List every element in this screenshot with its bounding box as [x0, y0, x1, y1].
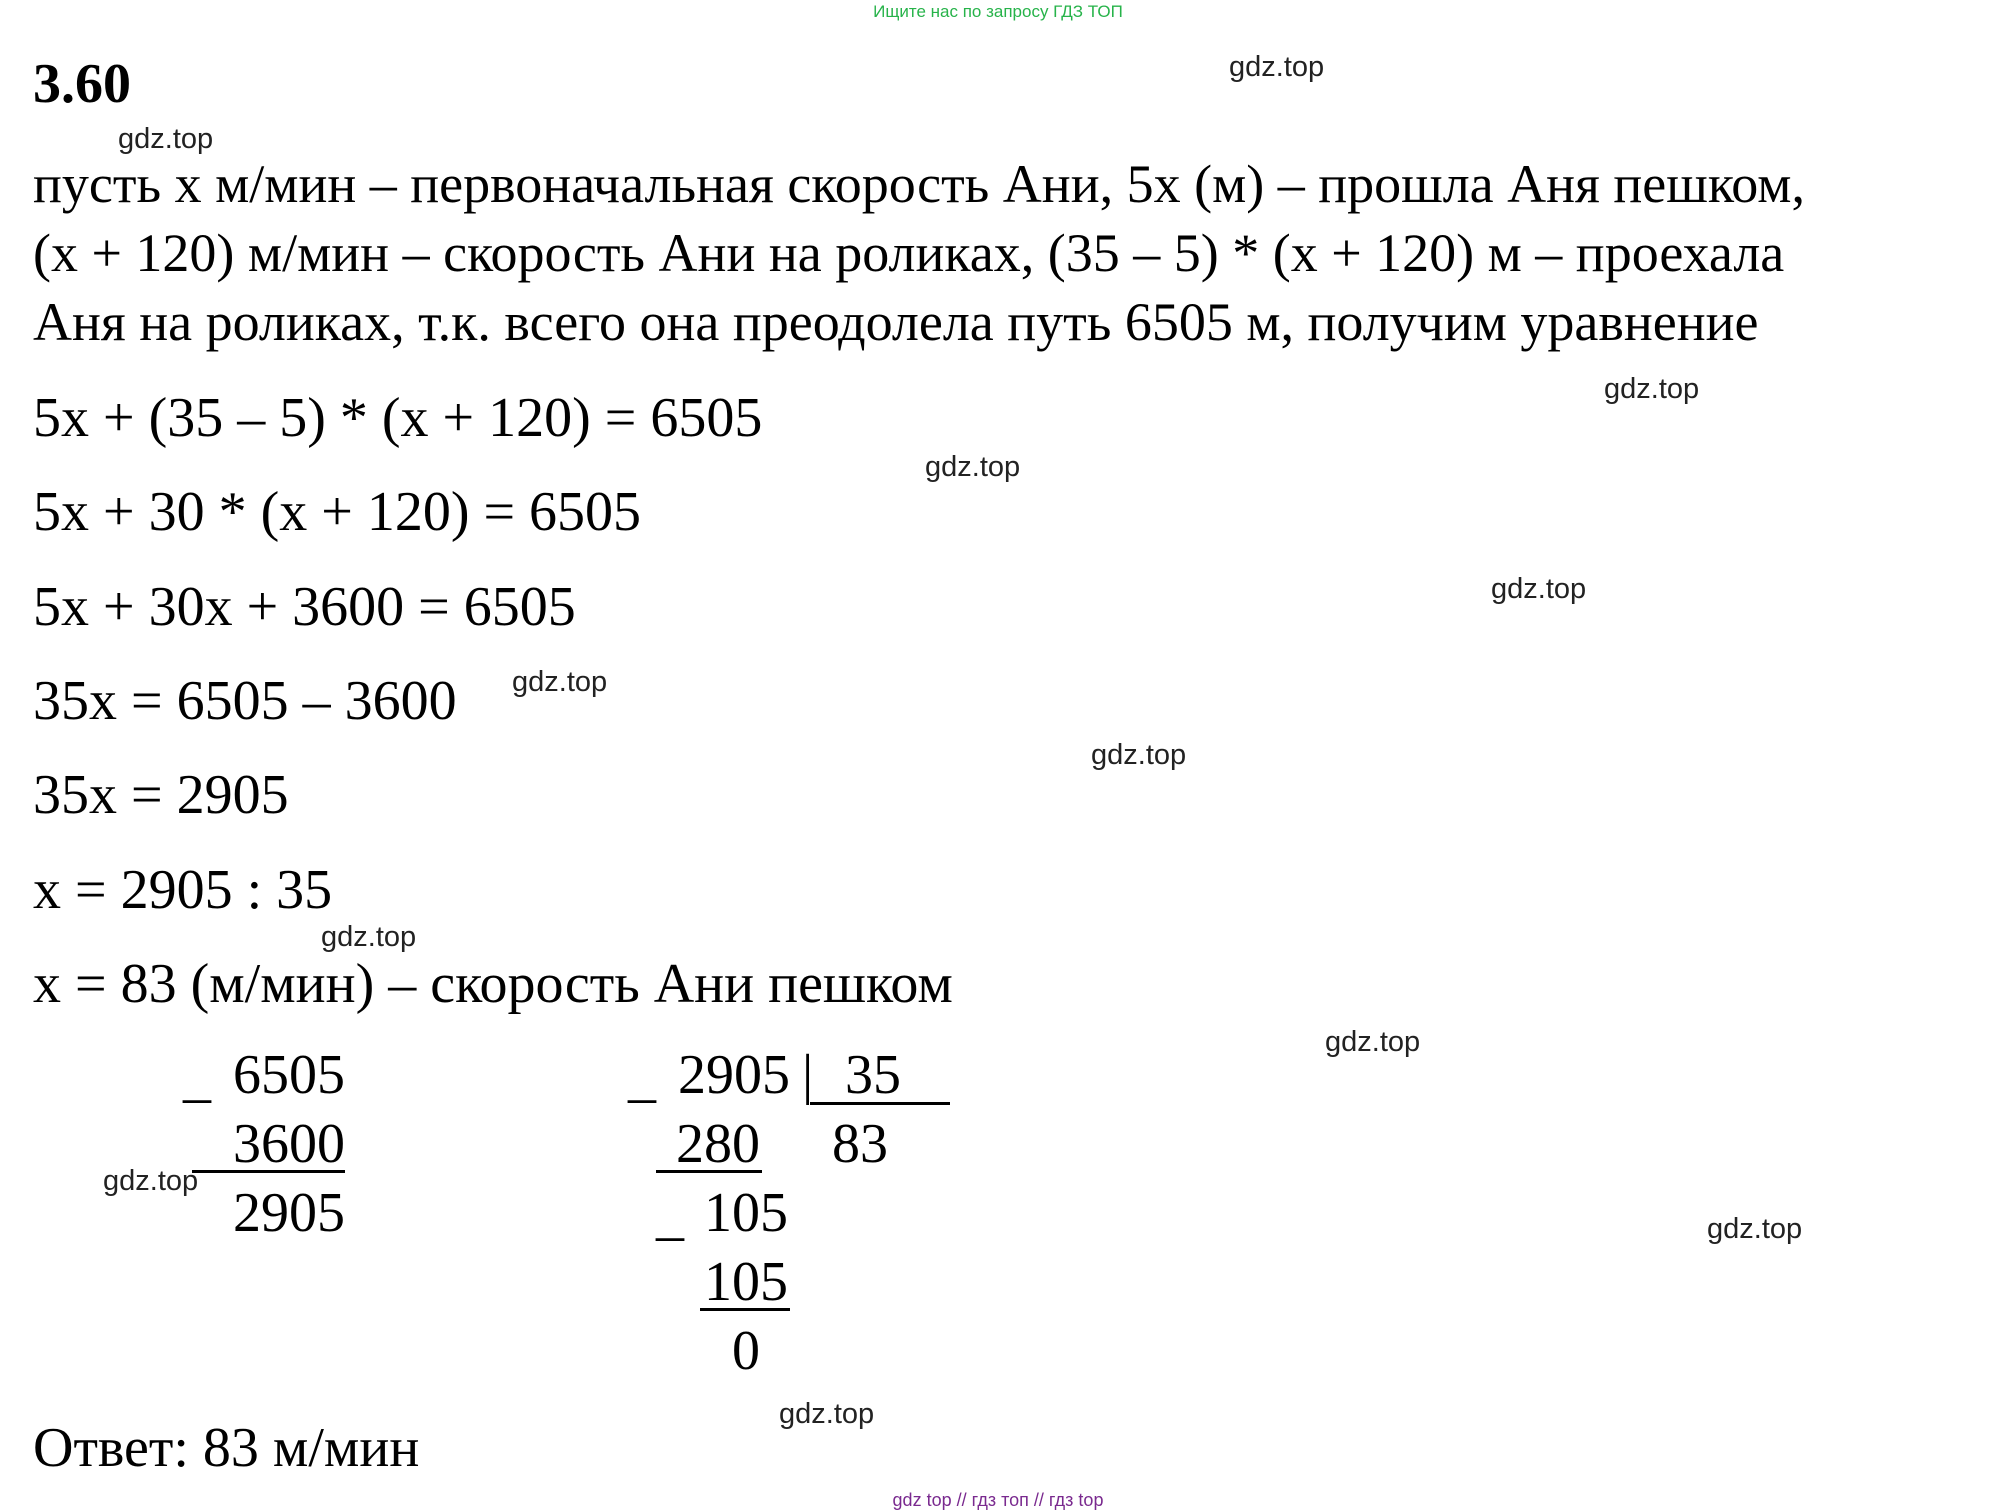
division-step: 280: [676, 1113, 760, 1175]
watermark: gdz.top: [118, 123, 214, 155]
subtrahend: 3600: [233, 1113, 345, 1175]
division-step: 105: [704, 1251, 788, 1313]
answer: Ответ: 83 м/мин: [33, 1417, 420, 1479]
dividend: 2905: [678, 1044, 790, 1106]
watermark: gdz.top: [512, 666, 608, 698]
watermark: gdz.top: [1229, 51, 1325, 83]
division-bar: |: [802, 1044, 814, 1106]
minus-sign: _: [183, 1047, 211, 1109]
problem-statement: [33, 150, 1993, 357]
divisor-line: [810, 1102, 950, 1105]
equation-line: 5х + 30 * (х + 120) = 6505: [33, 481, 642, 543]
equation-line: х = 83 (м/мин) – скорость Ани пешком: [33, 953, 953, 1015]
divisor: 35: [845, 1044, 901, 1106]
equation-line: 35х = 2905: [33, 764, 289, 826]
division-step-line: [700, 1308, 790, 1311]
difference: 2905: [233, 1182, 345, 1244]
watermark: gdz.top: [321, 921, 417, 953]
equation-line: 5х + 30х + 3600 = 6505: [33, 576, 576, 638]
statement-line: Аня на роликах, т.к. всего она преодолела путь 6505 м, получим уравнение: [33, 292, 1759, 352]
watermark: gdz.top: [779, 1398, 875, 1430]
equation-line: 5х + (35 – 5) * (х + 120) = 6505: [33, 387, 763, 449]
statement-line: (х + 120) м/мин – скорость Ани на роликах, (35 – 5) * (х + 120) м – проехала: [33, 223, 1785, 283]
division-step-line: [656, 1170, 762, 1173]
footer-links: gdz top // гдз топ // гдз top: [892, 1490, 1104, 1510]
quotient: 83: [832, 1113, 888, 1175]
subtraction-line: [192, 1170, 345, 1173]
watermark: gdz.top: [1707, 1213, 1803, 1245]
equation-line: 35х = 6505 – 3600: [33, 670, 457, 732]
top-banner: Ищите нас по запросу ГДЗ ТОП: [873, 2, 1123, 21]
statement-line: пусть х м/мин – первоначальная скорость Ани, 5х (м) – прошла Аня пешком,: [33, 154, 1805, 214]
remainder: 0: [732, 1320, 760, 1382]
task-number: 3.60: [33, 53, 131, 115]
division-step: 105: [704, 1182, 788, 1244]
watermark: gdz.top: [1604, 373, 1700, 405]
watermark: gdz.top: [1491, 573, 1587, 605]
minus-sign: _: [628, 1047, 656, 1109]
watermark: gdz.top: [103, 1165, 199, 1197]
minus-sign: _: [656, 1185, 684, 1247]
equation-line: х = 2905 : 35: [33, 859, 333, 921]
minuend: 6505: [233, 1044, 345, 1106]
watermark: gdz.top: [1091, 739, 1187, 771]
watermark: gdz.top: [1325, 1026, 1421, 1058]
watermark: gdz.top: [925, 451, 1021, 483]
